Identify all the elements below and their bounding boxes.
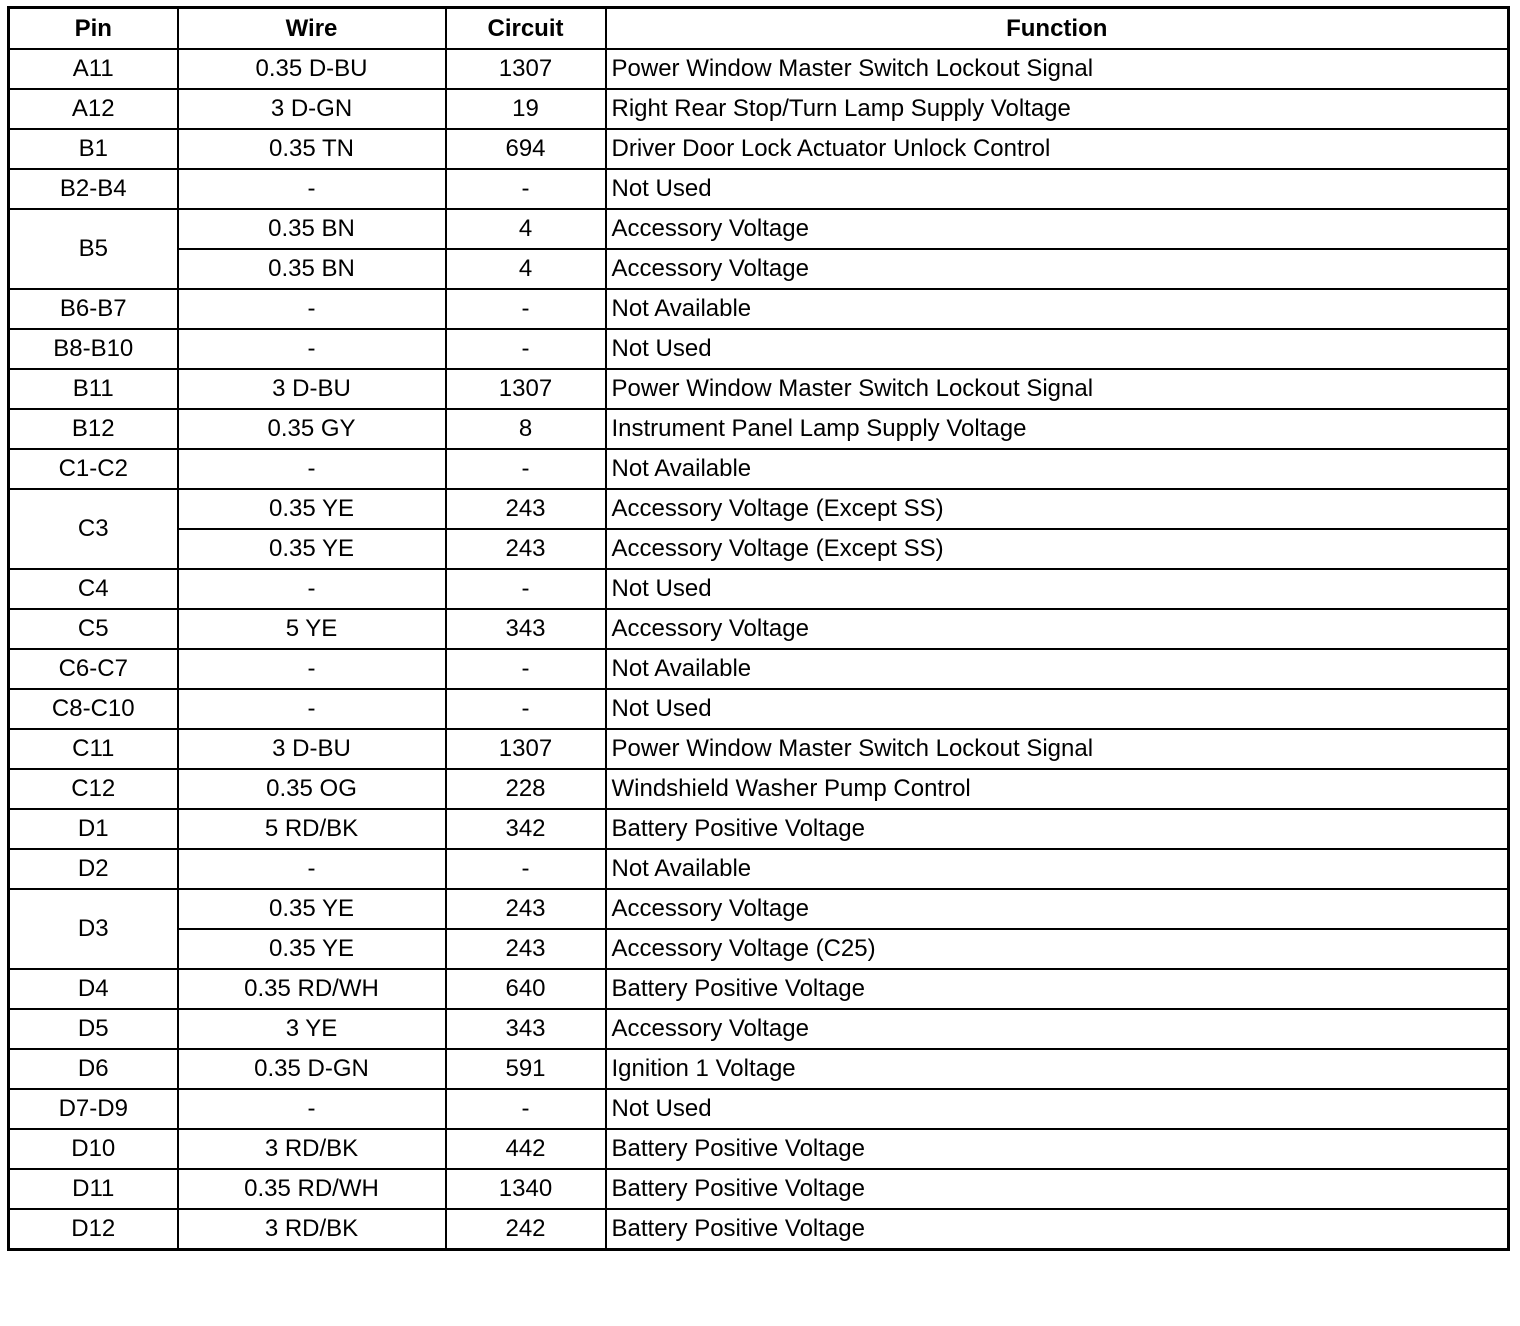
cell-circuit: 343	[446, 1009, 606, 1049]
cell-wire: 0.35 TN	[178, 129, 446, 169]
cell-function: Power Window Master Switch Lockout Signal	[606, 49, 1509, 89]
cell-function: Not Used	[606, 569, 1509, 609]
table-row	[9, 1129, 1509, 1169]
table-body	[9, 49, 1509, 1250]
cell-circuit: -	[446, 1089, 606, 1129]
cell-pin: C3	[9, 489, 178, 569]
table-row	[9, 249, 1509, 289]
cell-circuit: 591	[446, 1049, 606, 1089]
cell-circuit: -	[446, 329, 606, 369]
cell-wire: 0.35 BN	[178, 209, 446, 249]
table-header-row	[9, 8, 1509, 50]
cell-wire: 3 RD/BK	[178, 1129, 446, 1169]
cell-circuit: 4	[446, 209, 606, 249]
cell-pin: D5	[9, 1009, 178, 1049]
cell-wire: 5 RD/BK	[178, 809, 446, 849]
table-row	[9, 329, 1509, 369]
table-row	[9, 889, 1509, 929]
table-row	[9, 409, 1509, 449]
connector-pinout-table	[7, 6, 1510, 1251]
cell-wire: -	[178, 449, 446, 489]
table-row	[9, 489, 1509, 529]
cell-function: Right Rear Stop/Turn Lamp Supply Voltage	[606, 89, 1509, 129]
cell-pin: D10	[9, 1129, 178, 1169]
cell-circuit: -	[446, 849, 606, 889]
cell-wire: -	[178, 1089, 446, 1129]
cell-pin: B1	[9, 129, 178, 169]
cell-pin: B2-B4	[9, 169, 178, 209]
cell-function: Instrument Panel Lamp Supply Voltage	[606, 409, 1509, 449]
table-row	[9, 209, 1509, 249]
cell-function: Windshield Washer Pump Control	[606, 769, 1509, 809]
cell-circuit: -	[446, 649, 606, 689]
cell-function: Accessory Voltage	[606, 609, 1509, 649]
cell-function: Not Used	[606, 1089, 1509, 1129]
cell-wire: 3 D-GN	[178, 89, 446, 129]
cell-wire: 0.35 YE	[178, 889, 446, 929]
cell-wire: 0.35 GY	[178, 409, 446, 449]
cell-pin: D1	[9, 809, 178, 849]
cell-pin: D6	[9, 1049, 178, 1089]
cell-pin: A11	[9, 49, 178, 89]
cell-circuit: -	[446, 569, 606, 609]
cell-wire: 0.35 BN	[178, 249, 446, 289]
cell-circuit: 1307	[446, 369, 606, 409]
cell-wire: -	[178, 169, 446, 209]
cell-circuit: 8	[446, 409, 606, 449]
cell-circuit: -	[446, 449, 606, 489]
cell-circuit: 4	[446, 249, 606, 289]
cell-pin: D11	[9, 1169, 178, 1209]
cell-circuit: -	[446, 689, 606, 729]
header-pin: Pin	[9, 8, 178, 50]
cell-wire: 0.35 OG	[178, 769, 446, 809]
cell-function: Battery Positive Voltage	[606, 809, 1509, 849]
cell-wire: -	[178, 849, 446, 889]
cell-circuit: 694	[446, 129, 606, 169]
table-row	[9, 129, 1509, 169]
cell-function: Battery Positive Voltage	[606, 1129, 1509, 1169]
cell-pin: D3	[9, 889, 178, 969]
cell-pin: B12	[9, 409, 178, 449]
cell-function: Accessory Voltage (C25)	[606, 929, 1509, 969]
cell-function: Not Available	[606, 289, 1509, 329]
cell-function: Battery Positive Voltage	[606, 1209, 1509, 1250]
cell-function: Power Window Master Switch Lockout Signal	[606, 369, 1509, 409]
table-row	[9, 169, 1509, 209]
table-row	[9, 609, 1509, 649]
table-row	[9, 49, 1509, 89]
cell-pin: C12	[9, 769, 178, 809]
cell-circuit: 243	[446, 489, 606, 529]
cell-wire: 0.35 D-BU	[178, 49, 446, 89]
cell-circuit: 1307	[446, 729, 606, 769]
cell-circuit: 243	[446, 889, 606, 929]
cell-function: Accessory Voltage (Except SS)	[606, 489, 1509, 529]
cell-wire: 0.35 RD/WH	[178, 969, 446, 1009]
table-row	[9, 809, 1509, 849]
cell-circuit: -	[446, 289, 606, 329]
cell-wire: -	[178, 569, 446, 609]
cell-function: Ignition 1 Voltage	[606, 1049, 1509, 1089]
cell-pin: C1-C2	[9, 449, 178, 489]
table-row	[9, 729, 1509, 769]
cell-circuit: 1340	[446, 1169, 606, 1209]
cell-function: Accessory Voltage	[606, 249, 1509, 289]
cell-pin: D12	[9, 1209, 178, 1250]
cell-pin: C6-C7	[9, 649, 178, 689]
cell-function: Accessory Voltage	[606, 889, 1509, 929]
table-row	[9, 569, 1509, 609]
cell-pin: B6-B7	[9, 289, 178, 329]
cell-pin: B5	[9, 209, 178, 289]
cell-wire: 5 YE	[178, 609, 446, 649]
cell-circuit: 243	[446, 929, 606, 969]
cell-circuit: 228	[446, 769, 606, 809]
table-row	[9, 529, 1509, 569]
table-row	[9, 769, 1509, 809]
cell-pin: C5	[9, 609, 178, 649]
cell-wire: -	[178, 289, 446, 329]
table-row	[9, 449, 1509, 489]
table-row	[9, 1089, 1509, 1129]
cell-wire: 0.35 YE	[178, 489, 446, 529]
cell-function: Accessory Voltage	[606, 209, 1509, 249]
cell-wire: 3 D-BU	[178, 729, 446, 769]
cell-function: Not Available	[606, 849, 1509, 889]
cell-wire: -	[178, 689, 446, 729]
cell-circuit: 343	[446, 609, 606, 649]
header-function: Function	[606, 8, 1509, 50]
header-circuit: Circuit	[446, 8, 606, 50]
header-wire: Wire	[178, 8, 446, 50]
cell-wire: 0.35 YE	[178, 529, 446, 569]
cell-pin: C11	[9, 729, 178, 769]
cell-function: Driver Door Lock Actuator Unlock Control	[606, 129, 1509, 169]
cell-wire: 3 RD/BK	[178, 1209, 446, 1250]
cell-wire: 3 YE	[178, 1009, 446, 1049]
cell-wire: 0.35 YE	[178, 929, 446, 969]
table-row	[9, 689, 1509, 729]
table-row	[9, 1169, 1509, 1209]
cell-circuit: 342	[446, 809, 606, 849]
cell-pin: C4	[9, 569, 178, 609]
cell-wire: 3 D-BU	[178, 369, 446, 409]
cell-pin: B8-B10	[9, 329, 178, 369]
cell-function: Power Window Master Switch Lockout Signal	[606, 729, 1509, 769]
cell-wire: -	[178, 649, 446, 689]
table-row	[9, 929, 1509, 969]
table-row	[9, 1209, 1509, 1250]
cell-pin: B11	[9, 369, 178, 409]
table-row	[9, 1009, 1509, 1049]
cell-function: Accessory Voltage	[606, 1009, 1509, 1049]
table-row	[9, 969, 1509, 1009]
table-row	[9, 649, 1509, 689]
cell-wire: -	[178, 329, 446, 369]
table-row	[9, 849, 1509, 889]
table-row	[9, 369, 1509, 409]
cell-circuit: 442	[446, 1129, 606, 1169]
cell-pin: A12	[9, 89, 178, 129]
cell-circuit: 1307	[446, 49, 606, 89]
cell-pin: D7-D9	[9, 1089, 178, 1129]
cell-function: Not Used	[606, 169, 1509, 209]
table-row	[9, 89, 1509, 129]
cell-function: Not Available	[606, 449, 1509, 489]
cell-pin: C8-C10	[9, 689, 178, 729]
cell-function: Not Available	[606, 649, 1509, 689]
cell-function: Accessory Voltage (Except SS)	[606, 529, 1509, 569]
cell-function: Not Used	[606, 329, 1509, 369]
cell-circuit: 640	[446, 969, 606, 1009]
table-row	[9, 289, 1509, 329]
cell-circuit: 19	[446, 89, 606, 129]
cell-pin: D4	[9, 969, 178, 1009]
cell-circuit: 243	[446, 529, 606, 569]
cell-function: Battery Positive Voltage	[606, 969, 1509, 1009]
cell-circuit: 242	[446, 1209, 606, 1250]
cell-function: Battery Positive Voltage	[606, 1169, 1509, 1209]
cell-pin: D2	[9, 849, 178, 889]
cell-function: Not Used	[606, 689, 1509, 729]
table-row	[9, 1049, 1509, 1089]
cell-wire: 0.35 D-GN	[178, 1049, 446, 1089]
cell-circuit: -	[446, 169, 606, 209]
cell-wire: 0.35 RD/WH	[178, 1169, 446, 1209]
